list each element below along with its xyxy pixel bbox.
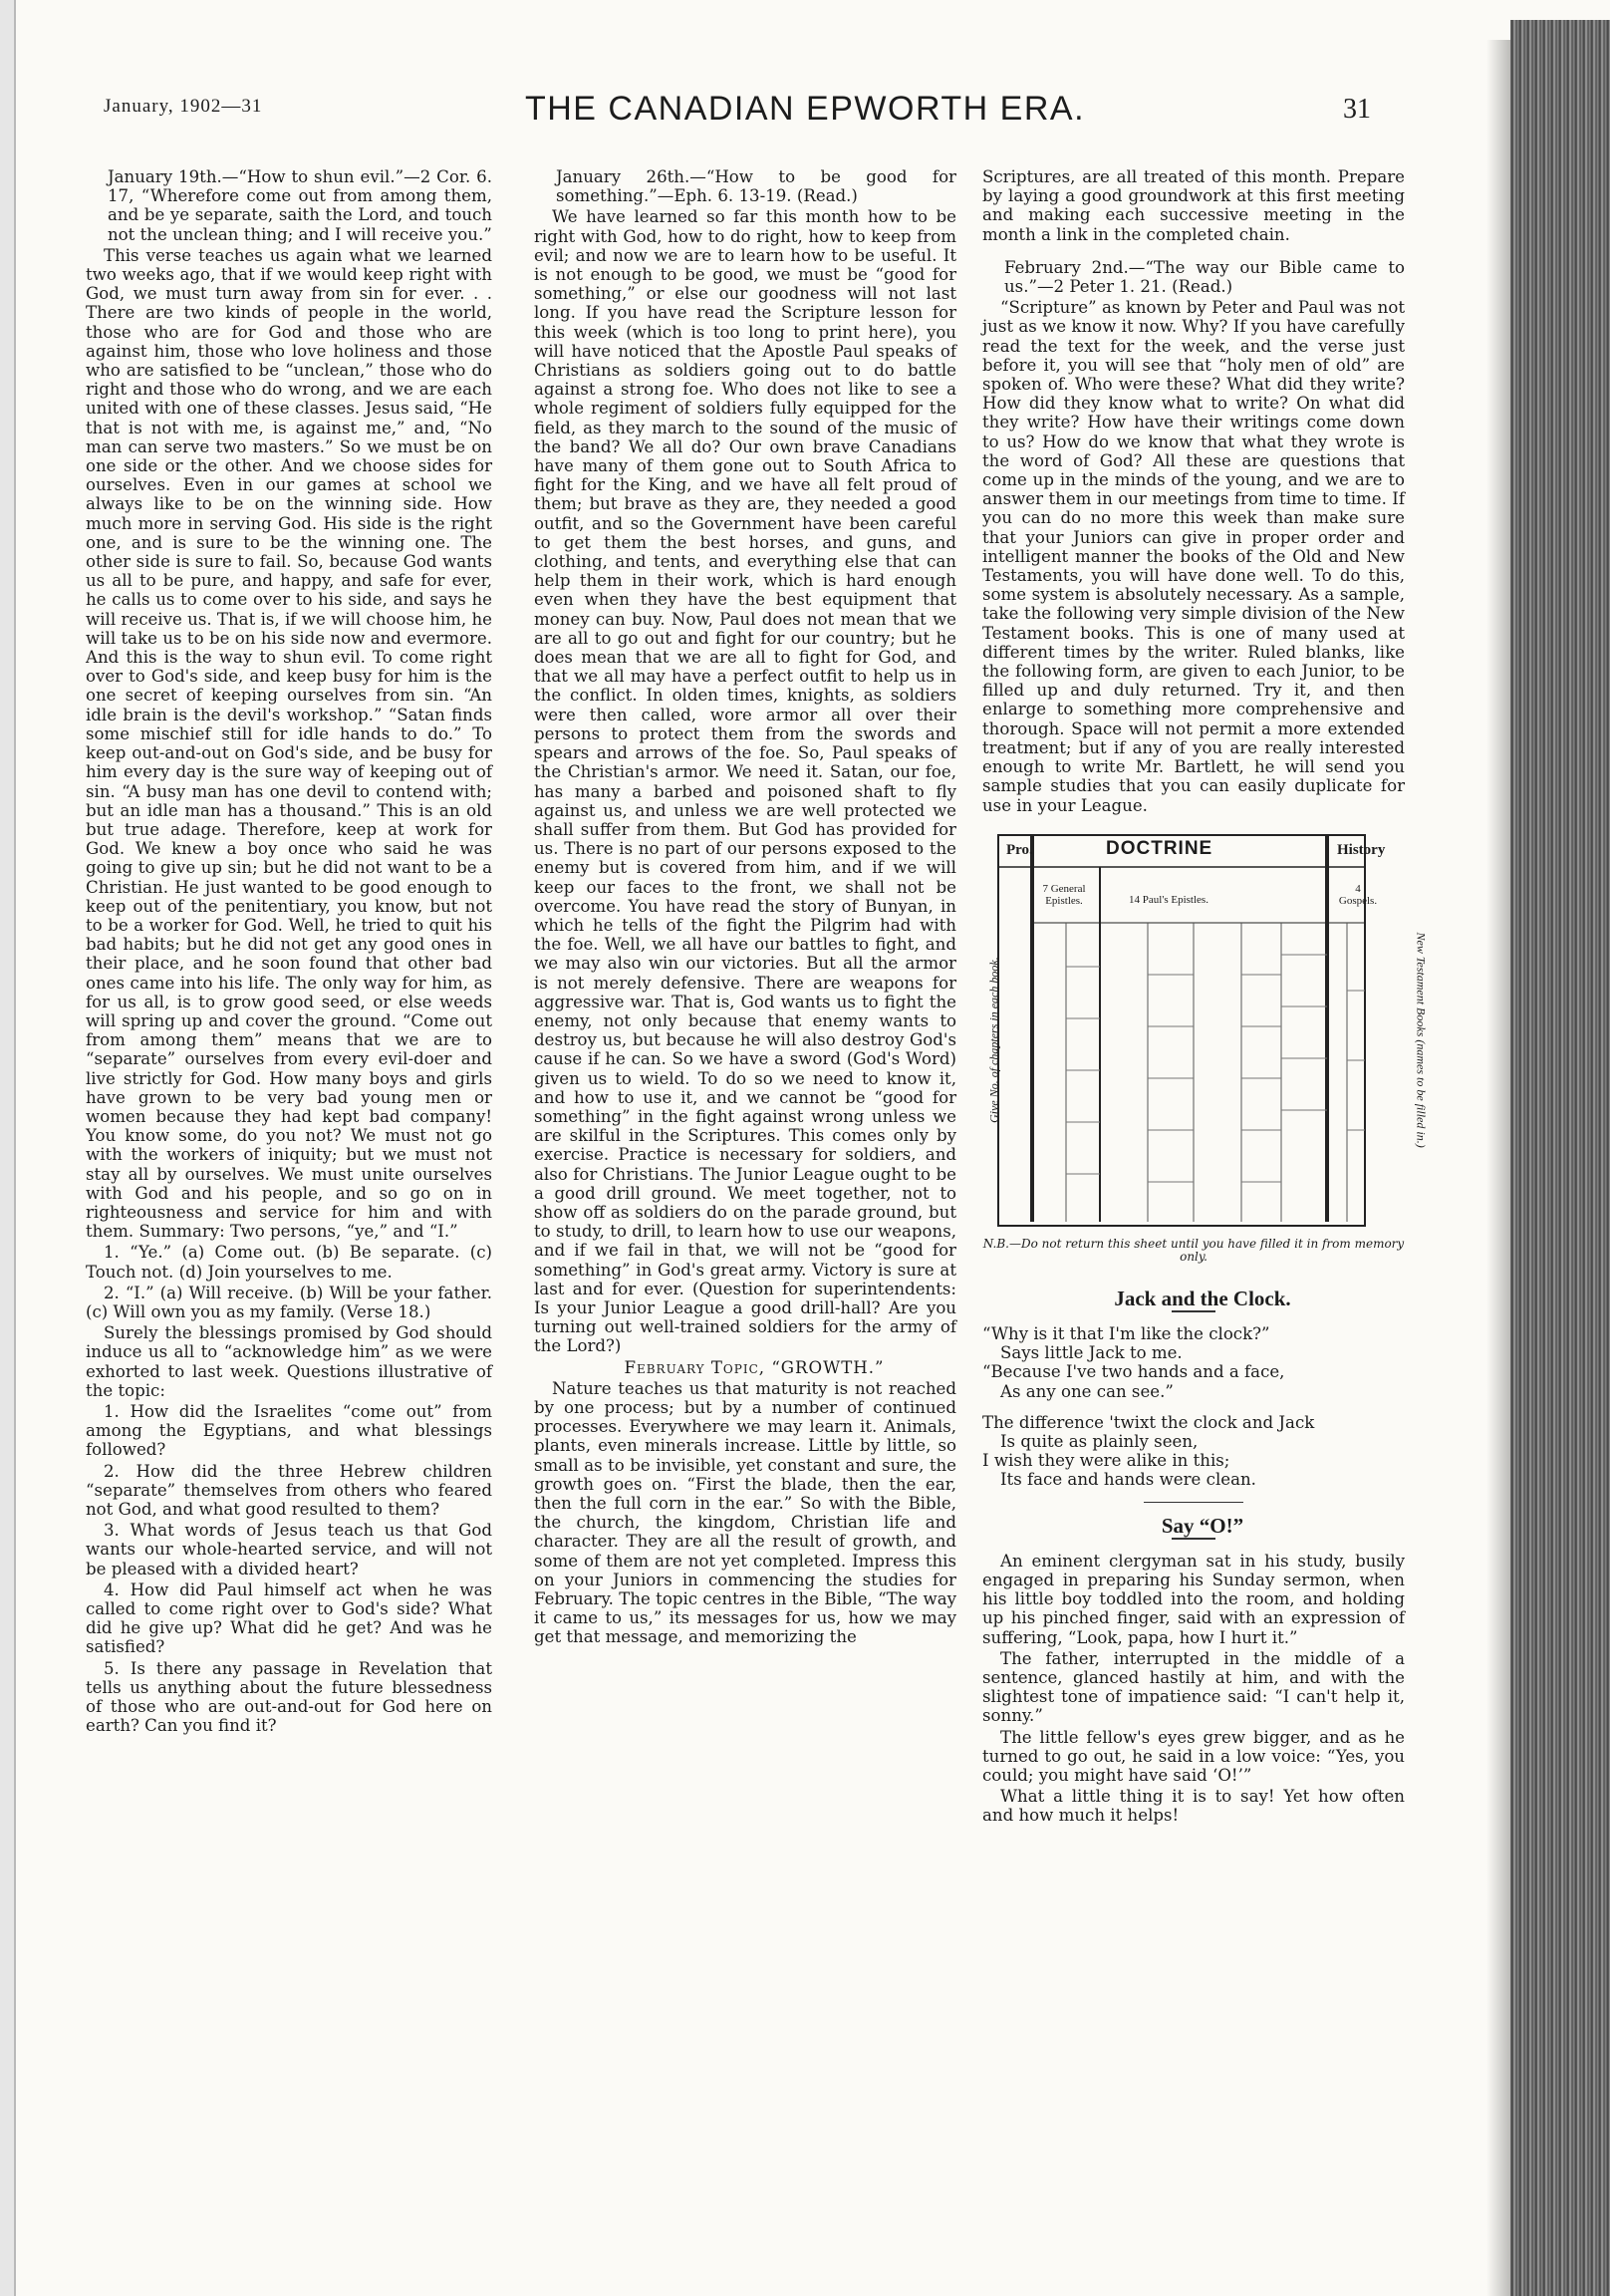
- page-left-edge: [0, 0, 16, 2296]
- divider: [1144, 1502, 1243, 1503]
- paragraph: We have learned so far this month how to be right with God, how to do right, how to keep from evil; and now we are to learn how to be useful. It is not enough to be good, we must be “good for something,” or else our goodness will not last long. If you have read the Scripture lesson for this week (which is too long to print here), you will have noticed that the Apostle Paul speaks of Christians as soldiers going out to do battle against a strong foe. Who does not like to see a whole regiment of soldiers fully equipped for the field, as they march to the sound of the music of the band? We all do? Our own brave Canadians have many of them gone out to South Africa to fight for the King, and we have all felt proud of them; but brave as they are, they needed a good outfit, and so the Government have been careful to get them the best horses, and guns, and clothing, and tents, and everything else that can help them in their work, which is hard enough even when they have the best equipment that money can buy. Now, Paul does not mean that we are all to go out and fight for our country; but he does mean that we are all to fight for God, and that we all may have a perfect outfit to help us in the conflict. In olden times, knights, as soldiers were then called, wore armor all over their persons to protect them from the swords and spears and arrows of the foe. So, Paul speaks of the Christian's armor. We need it. Satan, our foe, has many a barbed and poisoned shaft to fly against us, and unless we are well protected we shall suffer from them. But God has provided for us. There is no part of our persons exposed to the enemy but is covered from him, and if we will keep our faces to the front, we shall not be overcome. You have read the story of Bunyan, in which he tells of the fight the Pilgrim had with the foe. Well, we all have our battles to fight, and we may also win our victories. But all the armor is not merely defensive. There are weapons for aggressive war. That is, God wants us to fight the enemy, not only because that enemy wants to destroy us, but because he will also destroy God's cause if he can. So we have a sword (God's Word) given us to wield. To do so we need to know it, and how to use it, and we cannot be “good for something” in the fight against wrong unless we are skilful in the Scriptures. This comes only by exercise. Practice is necessary for soldiers, and also for Christians. The Junior League ought to be a good drill ground. We meet together, not to show off as soldiers do on the parade ground, but to study, to drill, to learn how to use our weapons, and if we fail in that, we will not be “good for something” in God's great army. Victory is sure at last and for ever. (Question for superintendents: Is your Junior League a good drill-hall? Are you turning out well-trained soldiers for the army of the Lord?): [534, 207, 956, 1356]
- form-subheader-paul: 14 Paul's Epistles.: [1129, 893, 1208, 906]
- form-side-note-left: Give No. of chapters in each book.: [986, 956, 1001, 1123]
- column-2: [534, 167, 956, 1649]
- paragraph: The little fellow's eyes grew bigger, and as he turned to go out, he said in a low voice: “Yes, you could; you might have said ‘O!’”: [982, 1727, 1405, 1785]
- bible-study-form: [982, 831, 1429, 1230]
- divider: [1172, 1310, 1215, 1312]
- poem-title: Jack and the Clock.: [1114, 1286, 1291, 1310]
- column-3: [982, 167, 1429, 1828]
- poem-line: Says little Jack to me.: [1000, 1343, 1183, 1363]
- column-1: [86, 167, 492, 1737]
- paragraph: Scriptures, are all treated of this month. Prepare by laying a good groundwork at this first meeting and making each successive meeting in the month a link in the completed chain.: [982, 167, 1405, 244]
- question: 2. How did the three Hebrew children “separate” themselves from others who feared not God, and what good resulted to them?: [86, 1461, 492, 1520]
- form-subheader-general: 7 General Epistles.: [1042, 882, 1086, 907]
- question: 4. How did Paul himself act when he was called to come right over to God's side? What did he give up? What did he get? And was he satisfied?: [86, 1579, 492, 1657]
- poem-stanza: [982, 1324, 1405, 1401]
- form-header-pro: Pro.: [1006, 841, 1033, 858]
- poem-line: “Because I've two hands and a face,: [982, 1362, 1285, 1382]
- header-date: January, 1902—31: [104, 96, 263, 117]
- paragraph: This verse teaches us again what we learned two weeks ago, that if we would keep right with God, we must turn away from sin for ever. . . There are two kinds of people in the world, those who are for God and those who are against him, those who love holiness and those who are satisfied to be “unclean,” those who do right and those who do wrong, and we are each united with one of these classes. Jesus said, “He that is not with me, is against me,” and, “No man can serve two masters.” So we must be on one side or the other. And we choose sides for ourselves. Even in our games at school we always like to be on the winning side. How much more in serving God. His side is the right one, and is sure to be the winning one. The other side is sure to fail. So, because God wants us all to be pure, and happy, and safe for ever, he calls us to come over to his side, and says he will receive us. That is, if we will choose him, he will take us to be on his side now and evermore. And this is the way to shun evil. To come right over to God's side, and keep busy for him is the one secret of keeping ourselves from sin. “An idle brain is the devil's workshop.” “Satan finds some mischief still for idle hands to do.” To keep out-and-out on God's side, and be busy for him every day is the sure way of keeping out of sin. “A busy man has one devil to contend with; but an idle man has a thousand.” This is an old but true adage. Therefore, keep at work for God. We knew a boy once who said he was going to give up sin; but he did not want to be a Christian. He just wanted to be good enough to keep out of the penitentiary, you know, but not to be a worker for God. Well, he tried to quit his bad habits; but he did not get any good ones in their place, and he soon found that other bad ones came into his life. The only way for him, as for us all, is to grow good seed, or else weeds will spring up and cover the ground. “Come out from among them” means that we are to “separate” ourselves from every evil-doer and live strictly for God. How many boys and girls have grown to be very bad young men or women because they had kept bad company! You know some, do you not? We must not go with the workers of iniquity; but we must not stay all by ourselves. We must unite ourselves with God and his people, and so go on in righteousness and service for him and with them. Summary: Two persons, “ye,” and “I.”: [86, 245, 492, 1242]
- paragraph: An eminent clergyman sat in his study, busily engaged in preparing his Sunday sermon, when his little boy toddled into the room, and holding up his pinched finger, said with an expression of suffering, “Look, papa, how I hurt it.”: [982, 1551, 1405, 1647]
- topic-jan26: January 26th.—“How to be good for something.”—Eph. 6. 13-19. (Read.): [556, 167, 956, 206]
- summary-item: 1. “Ye.” (a) Come out. (b) Be separate. (c) Touch not. (d) Join yourselves to me.: [86, 1243, 492, 1282]
- book-binding: [1510, 20, 1610, 2296]
- form-header-doctrine: DOCTRINE: [1106, 837, 1213, 859]
- poem-stanza: [982, 1413, 1405, 1490]
- question: 1. How did the Israelites “come out” from among the Egyptians, and what blessings followed?: [86, 1402, 492, 1460]
- summary-item: 2. “I.” (a) Will receive. (b) Will be your father. (c) Will own you as my family. (Verse 18.): [86, 1283, 492, 1321]
- poem-line: Is quite as plainly seen,: [1000, 1431, 1199, 1451]
- divider: [1172, 1538, 1215, 1540]
- poem-line: “Why is it that I'm like the clock?”: [982, 1323, 1270, 1343]
- question: 5. Is there any passage in Revelation that tells us anything about the future blessedness of those who are out-and-out for God here on earth? Can you find it?: [86, 1658, 492, 1736]
- paragraph: “Scripture” as known by Peter and Paul was not just as we know it now. Why? If you have carefully read the text for the week, and the verse just before it, you will see that “holy men of old” are spoken of. Who were these? What did they write? How did they know what to write? On what did they write? How have their writings come down to us? How do we know that what they wrote is the word of God? All these are questions that come up in the minds of the young, and we are to answer them in our meetings from time to time. If you can do no more this week than make sure that your Juniors can give in proper order and intelligent manner the books of the Old and New Testaments, you will have done well. To do this, some system is absolutely necessary. As a sample, take the following very simple division of the New Testament books. This is one of many used at different times by the writer. Ruled blanks, like the following form, are given to each Junior, to be filled up and duly returned. Try it, and then enlarge to something more comprehensive and thorough. Space will not permit a more extended treatment; but if any of you are really interested enough to write Mr. Bartlett, he will send you sample studies that you can easily duplicate for use in your League.: [982, 298, 1405, 815]
- paragraph: Nature teaches us that maturity is not reached by one process; but by a number of continued processes. Everywhere we may learn it. Animals, plants, even minerals increase. Little by little, so small as to be invisible, yet constant and sure, the growth goes on. “First the blade, then the ear, then the full corn in the ear.” So with the Bible, the church, the kingdom, Christian life and character. They are all the result of growth, and some of them are not yet completed. Impress this on your Juniors in commencing the studies for February. The topic centres in the Bible, “The way it came to us,” its messages for us, how we may get that message, and memorizing the: [534, 1378, 956, 1647]
- paragraph: The father, interrupted in the middle of a sentence, glanced hastily at him, and with the slightest tone of impatience said: “I can't help it, sonny.”: [982, 1648, 1405, 1726]
- binding-shadow: [1486, 40, 1510, 2296]
- page-title: THE CANADIAN EPWORTH ERA.: [524, 90, 1086, 128]
- poem-line: The difference 'twixt the clock and Jack: [982, 1412, 1315, 1432]
- form-side-note-right: New Testament Books (names to be filled in.): [1414, 932, 1429, 1148]
- poem-line: Its face and hands were clean.: [1000, 1470, 1256, 1490]
- paragraph: What a little thing it is to say! Yet how often and how much it helps!: [982, 1787, 1405, 1826]
- topic-feb2: February 2nd.—“The way our Bible came to us.”—2 Peter 1. 21. (Read.): [1004, 257, 1405, 297]
- paragraph: Surely the blessings promised by God should induce us all to “acknowledge him” as we were exhorted to last week. Questions illustrative of the topic:: [86, 1323, 492, 1400]
- story-title: Say “O!”: [1161, 1513, 1244, 1538]
- section-heading-february: February Topic, “GROWTH.”: [624, 1357, 885, 1377]
- form-note: N.B.—Do not return this sheet until you have filled it in from memory only.: [982, 1236, 1405, 1264]
- page-number: 31: [1343, 94, 1371, 125]
- poem-line: As any one can see.”: [1000, 1381, 1174, 1401]
- question: 3. What words of Jesus teach us that God wants our whole-hearted service, and will not be pleased with a divided heart?: [86, 1521, 492, 1578]
- topic-jan19: January 19th.—“How to shun evil.”—2 Cor. 6. 17, “Wherefore come out from among them, and be ye separate, saith the Lord, and touch not the unclean thing; and I will receive you.”: [108, 167, 492, 244]
- poem-line: I wish they were alike in this;: [982, 1451, 1230, 1471]
- form-header-history: History: [1337, 841, 1386, 858]
- form-subheader-gospels: 4 Gospels.: [1338, 882, 1378, 907]
